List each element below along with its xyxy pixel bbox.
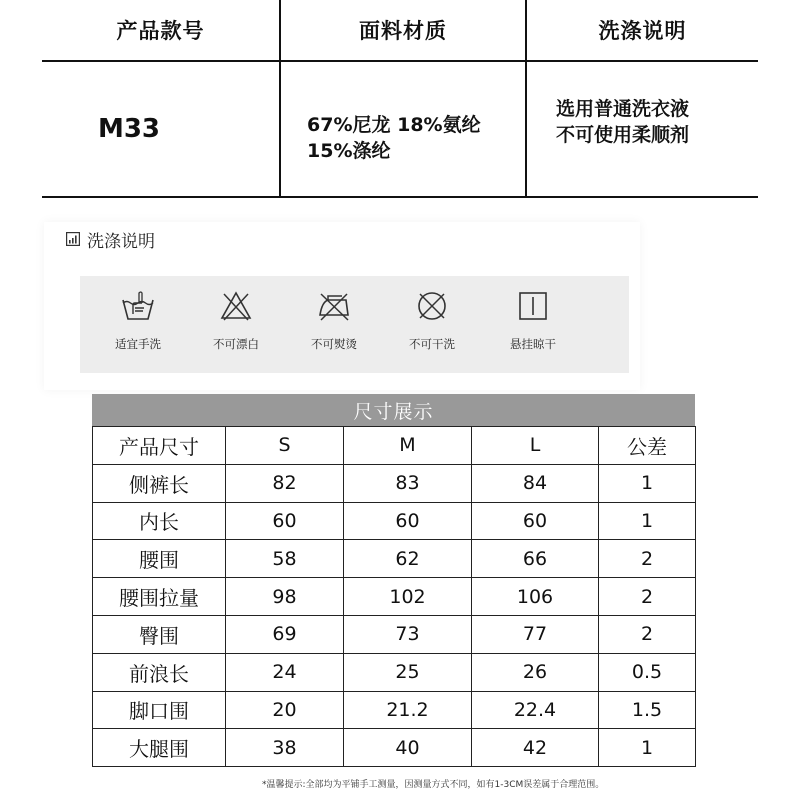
size-table-title: 尺寸展示 [92,394,695,426]
table-cell: 0.5 [599,653,696,691]
table-row [93,578,696,616]
table-cell: 102 [344,578,472,616]
care-title [66,228,155,250]
table-cell: 83 [344,464,472,502]
divider [42,196,758,198]
table-cell: 1 [599,502,696,540]
table-row [93,464,696,502]
table-row [93,729,696,767]
table-row [93,502,696,540]
table-cell: 21.2 [344,691,472,729]
table-cell: 38 [226,729,344,767]
care-label: 不可干洗 [409,337,455,351]
table-cell: 69 [226,615,344,653]
care-item-no-dry-clean [387,288,477,352]
header-model: 产品款号 [116,19,205,43]
no-iron-icon [316,288,352,324]
row-label: 腰围拉量 [93,578,226,616]
row-label: 侧裤长 [93,464,226,502]
row-label: 臀围 [93,615,226,653]
wash-line: 不可使用柔顺剂 [556,124,690,146]
column-header: 公差 [599,427,696,465]
bar-chart-icon [66,232,80,246]
hand-wash-icon [120,288,156,324]
no-dry-clean-icon [414,288,450,324]
care-item-no-bleach [191,288,281,352]
header-material: 面料材质 [359,19,447,43]
table-cell: 2 [599,578,696,616]
table-cell: 22.4 [472,691,599,729]
care-item-hang-dry [488,288,578,352]
row-label: 前浪长 [93,653,226,691]
row-label: 内长 [93,502,226,540]
care-label: 适宜手洗 [115,337,161,351]
table-cell: 24 [226,653,344,691]
table-cell: 1 [599,464,696,502]
washing-instructions [556,96,758,156]
table-header-row [93,427,696,465]
table-cell: 60 [344,502,472,540]
table-cell: 20 [226,691,344,729]
column-header: 产品尺寸 [93,427,226,465]
table-cell: 42 [472,729,599,767]
column-header: L [472,427,599,465]
care-title-text: 洗涤说明 [87,231,155,252]
table-cell: 82 [226,464,344,502]
row-label: 脚口围 [93,691,226,729]
table-row [93,653,696,691]
table-cell: 77 [472,615,599,653]
table-cell: 1.5 [599,691,696,729]
footnote: *温馨提示:全部均为平铺手工测量，因测量方式不同，如有1-3CM误差属于合理范围。 [262,780,605,790]
table-cell: 84 [472,464,599,502]
care-item-hand-wash [93,288,183,352]
care-label: 悬挂晾干 [510,337,556,351]
table-cell: 106 [472,578,599,616]
table-cell: 60 [472,502,599,540]
header-washing: 洗涤说明 [598,19,687,43]
care-label: 不可熨烫 [311,337,357,351]
table-cell: 2 [599,615,696,653]
row-label: 腰围 [93,540,226,578]
hang-dry-icon [515,288,551,324]
table-cell: 60 [226,502,344,540]
table-cell: 98 [226,578,344,616]
product-info-table [42,0,758,198]
table-row [93,691,696,729]
table-cell: 62 [344,540,472,578]
column-header: S [226,427,344,465]
table-cell: 25 [344,653,472,691]
table-cell: 73 [344,615,472,653]
table-cell: 40 [344,729,472,767]
table-cell: 58 [226,540,344,578]
table-cell: 26 [472,653,599,691]
material-composition [307,112,525,168]
table-row [93,615,696,653]
care-label: 不可漂白 [213,337,259,351]
table-cell: 1 [599,729,696,767]
size-table [92,394,695,767]
wash-line: 选用普通洗衣液 [556,98,690,120]
material-line: 15%涤纶 [307,140,391,162]
table-cell: 66 [472,540,599,578]
care-item-no-iron [289,288,379,352]
table-row [93,540,696,578]
column-header: M [344,427,472,465]
no-bleach-icon [218,288,254,324]
model-number: M33 [97,114,161,144]
row-label: 大腿围 [93,729,226,767]
material-line: 67%尼龙 18%氨纶 [307,114,481,136]
table-cell: 2 [599,540,696,578]
